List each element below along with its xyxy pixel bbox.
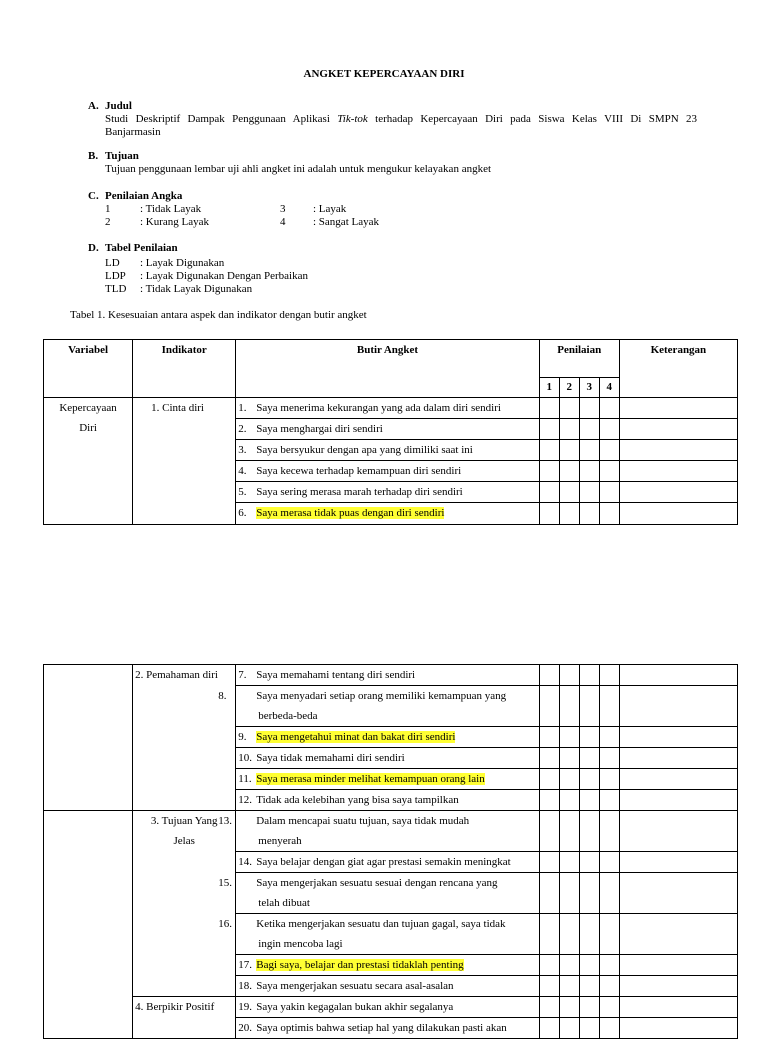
item-text: berbeda-beda <box>258 710 318 722</box>
item-number: 12. <box>238 794 253 806</box>
legend-code: LDP <box>105 270 126 282</box>
item-number: 16. <box>218 918 233 930</box>
item-text: Dalam mencapai suatu tujuan, saya tidak mudah <box>256 815 470 827</box>
item-text: menyerah <box>258 835 302 847</box>
keterangan-cell[interactable] <box>619 419 737 440</box>
score-cell[interactable] <box>539 398 559 419</box>
item-text: Saya memahami tentang diri sendiri <box>256 669 416 681</box>
score-cell[interactable] <box>559 955 579 976</box>
legend-label: : Tidak Layak Digunakan <box>140 283 253 295</box>
header-indikator: Indikator <box>133 340 236 398</box>
score-number: 2 <box>105 216 111 228</box>
butir-cell <box>236 955 539 976</box>
section-c-letter: C. <box>88 190 99 202</box>
keterangan-cell[interactable] <box>619 873 737 914</box>
keterangan-cell[interactable] <box>619 461 737 482</box>
assessment-table-1 <box>43 339 738 525</box>
item-text: Saya menerima kekurangan yang ada dalam diri sendiri <box>256 402 501 414</box>
butir-cell <box>236 419 539 440</box>
keterangan-cell[interactable] <box>619 811 737 852</box>
item-number: 5. <box>238 486 247 498</box>
item-text: Saya menghargai diri sendiri <box>256 423 383 435</box>
butir-cell <box>236 748 539 769</box>
score-cell[interactable] <box>579 686 599 727</box>
item-text: Saya tidak memahami diri sendiri <box>256 752 405 764</box>
score-cell[interactable] <box>599 790 619 811</box>
header-score-3: 3 <box>579 378 599 398</box>
keterangan-cell[interactable] <box>619 997 737 1018</box>
score-cell[interactable] <box>579 1018 599 1039</box>
score-cell[interactable] <box>539 503 559 525</box>
item-number: 8. <box>218 690 227 702</box>
score-cell[interactable] <box>559 852 579 873</box>
score-cell[interactable] <box>559 769 579 790</box>
score-label: : Kurang Layak <box>140 216 210 228</box>
score-cell[interactable] <box>539 955 559 976</box>
score-cell[interactable] <box>579 955 599 976</box>
score-cell[interactable] <box>599 398 619 419</box>
header-keterangan: Keterangan <box>619 340 737 398</box>
item-text-highlighted: Saya mengetahui minat dan bakat diri sendiri <box>256 731 456 743</box>
score-cell[interactable] <box>559 873 579 914</box>
item-text: Saya optimis bahwa setiap hal yang dilakukan pasti akan <box>256 1022 507 1034</box>
score-cell[interactable] <box>539 461 559 482</box>
score-cell[interactable] <box>559 790 579 811</box>
score-cell[interactable] <box>599 419 619 440</box>
score-label: : Sangat Layak <box>313 216 379 228</box>
item-number: 11. <box>238 773 252 785</box>
keterangan-cell[interactable] <box>619 398 737 419</box>
score-cell[interactable] <box>579 482 599 503</box>
score-cell[interactable] <box>599 727 619 748</box>
keterangan-cell[interactable] <box>619 955 737 976</box>
score-cell[interactable] <box>599 1018 619 1039</box>
butir-cell <box>218 914 539 955</box>
item-number: 17. <box>238 959 253 971</box>
score-cell[interactable] <box>559 686 579 727</box>
item-number: 13. <box>218 815 233 827</box>
section-d-heading: Tabel Penilaian <box>105 242 178 254</box>
score-cell[interactable] <box>559 461 579 482</box>
butir-cell <box>218 686 539 727</box>
table-row <box>44 398 738 419</box>
butir-cell <box>236 790 539 811</box>
legend-label: : Layak Digunakan <box>140 257 225 269</box>
butir-cell <box>236 440 539 461</box>
score-cell[interactable] <box>539 873 559 914</box>
item-text: Saya bersyukur dengan apa yang dimiliki saat ini <box>256 444 473 456</box>
butir-cell <box>236 727 539 748</box>
section-a-letter: A. <box>88 100 99 112</box>
score-cell[interactable] <box>539 976 559 997</box>
header-variabel: Variabel <box>44 340 133 398</box>
score-cell[interactable] <box>599 997 619 1018</box>
score-cell[interactable] <box>579 811 599 852</box>
keterangan-cell[interactable] <box>619 665 737 686</box>
item-number: 9. <box>238 731 247 743</box>
score-cell[interactable] <box>579 461 599 482</box>
score-cell[interactable] <box>539 419 559 440</box>
item-text: Tidak ada kelebihan yang bisa saya tampilkan <box>256 794 459 806</box>
indikator-cell: 4. Berpikir Positif <box>133 997 236 1039</box>
keterangan-cell[interactable] <box>619 790 737 811</box>
score-cell[interactable] <box>539 727 559 748</box>
score-cell[interactable] <box>599 748 619 769</box>
keterangan-cell[interactable] <box>619 482 737 503</box>
score-cell[interactable] <box>539 482 559 503</box>
item-number: 20. <box>238 1022 253 1034</box>
score-cell[interactable] <box>559 665 579 686</box>
score-cell[interactable] <box>599 440 619 461</box>
table-row <box>44 997 738 1018</box>
score-cell[interactable] <box>579 852 599 873</box>
keterangan-cell[interactable] <box>619 769 737 790</box>
item-number: 15. <box>218 877 233 889</box>
score-cell[interactable] <box>559 997 579 1018</box>
score-number: 3 <box>280 203 286 215</box>
legend-code: LD <box>105 257 120 269</box>
score-cell[interactable] <box>599 503 619 525</box>
score-cell[interactable] <box>599 461 619 482</box>
butir-cell <box>236 769 539 790</box>
table-caption: Tabel 1. Kesesuaian antara aspek dan indikator dengan butir angket <box>70 309 367 321</box>
legend-code: TLD <box>105 283 127 295</box>
item-text: Saya yakin kegagalan bukan akhir segalanya <box>256 1001 454 1013</box>
score-cell[interactable] <box>579 727 599 748</box>
section-a-text-part: terhadap Kepercayaan Diri pada Siswa Kelas VIII Di SMPN 23 <box>367 113 698 125</box>
item-text: Ketika mengerjakan sesuatu dan tujuan gagal, saya tidak <box>256 918 506 930</box>
score-cell[interactable] <box>579 914 599 955</box>
score-cell[interactable] <box>579 440 599 461</box>
score-cell[interactable] <box>579 419 599 440</box>
score-cell[interactable] <box>539 748 559 769</box>
score-cell[interactable] <box>599 811 619 852</box>
score-cell[interactable] <box>599 976 619 997</box>
variabel-cell <box>44 811 133 1039</box>
item-text: telah dibuat <box>258 897 310 909</box>
item-number: 7. <box>238 669 247 681</box>
keterangan-cell[interactable] <box>619 976 737 997</box>
score-cell[interactable] <box>559 503 579 525</box>
score-cell[interactable] <box>579 503 599 525</box>
butir-cell <box>236 398 539 419</box>
score-cell[interactable] <box>579 665 599 686</box>
score-cell[interactable] <box>579 398 599 419</box>
score-cell[interactable] <box>599 769 619 790</box>
assessment-table-2 <box>43 664 738 1039</box>
score-cell[interactable] <box>559 419 579 440</box>
indikator-cell: 2. Pemahaman diri <box>133 665 236 811</box>
score-cell[interactable] <box>559 440 579 461</box>
item-number: 14. <box>238 856 253 868</box>
item-text: Saya belajar dengan giat agar prestasi semakin meningkat <box>256 856 511 868</box>
item-number: 19. <box>238 1001 253 1013</box>
variabel-cell <box>44 665 133 811</box>
score-cell[interactable] <box>599 914 619 955</box>
score-cell[interactable] <box>559 727 579 748</box>
score-cell[interactable] <box>539 811 559 852</box>
score-cell[interactable] <box>559 482 579 503</box>
score-cell[interactable] <box>539 790 559 811</box>
item-number: 2. <box>238 423 247 435</box>
score-cell[interactable] <box>579 976 599 997</box>
legend-label: : Layak Digunakan Dengan Perbaikan <box>140 270 308 282</box>
keterangan-cell[interactable] <box>619 748 737 769</box>
butir-cell <box>236 665 539 686</box>
score-cell[interactable] <box>539 440 559 461</box>
section-b-text: Tujuan penggunaan lembar uji ahli angket ini adalah untuk mengukur kelayakan angket <box>105 163 492 175</box>
item-text: Saya mengerjakan sesuatu secara asal-asalan <box>256 980 454 992</box>
item-number: 4. <box>238 465 247 477</box>
indikator-cell <box>133 811 236 997</box>
section-a-text-part: Studi Deskriptif Dampak Penggunaan Aplikasi <box>105 113 338 125</box>
indikator-cell: 1. Cinta diri <box>133 398 236 525</box>
section-b-letter: B. <box>88 150 99 162</box>
section-a-text <box>105 113 697 126</box>
header-score-1: 1 <box>539 378 559 398</box>
keterangan-cell[interactable] <box>619 727 737 748</box>
score-label: : Tidak Layak <box>140 203 202 215</box>
score-cell[interactable] <box>599 482 619 503</box>
butir-cell <box>236 997 539 1018</box>
item-text-highlighted: Saya merasa minder melihat kemampuan orang lain <box>256 773 485 785</box>
score-cell[interactable] <box>539 852 559 873</box>
score-cell[interactable] <box>559 914 579 955</box>
item-text-highlighted: Saya merasa tidak puas dengan diri sendiri <box>256 507 445 519</box>
score-cell[interactable] <box>539 769 559 790</box>
header-penilaian: Penilaian <box>539 340 619 378</box>
score-cell[interactable] <box>539 686 559 727</box>
score-cell[interactable] <box>559 1018 579 1039</box>
item-number: 6. <box>238 507 247 519</box>
score-cell[interactable] <box>559 811 579 852</box>
score-cell[interactable] <box>539 997 559 1018</box>
item-text: ingin mencoba lagi <box>258 938 343 950</box>
butir-cell <box>218 873 539 914</box>
keterangan-cell[interactable] <box>619 440 737 461</box>
table-row <box>44 665 738 686</box>
item-number: 1. <box>238 402 247 414</box>
indikator-text: Jelas <box>173 835 195 847</box>
butir-cell <box>236 852 539 873</box>
score-cell[interactable] <box>559 976 579 997</box>
item-text: Saya kecewa terhadap kemampuan diri sendiri <box>256 465 462 477</box>
header-score-2: 2 <box>559 378 579 398</box>
section-a-text-line2: Banjarmasin <box>105 126 161 138</box>
section-c-heading: Penilaian Angka <box>105 190 183 202</box>
score-cell[interactable] <box>599 686 619 727</box>
variabel-text: Kepercayaan <box>59 402 117 414</box>
header-score-4: 4 <box>599 378 619 398</box>
item-text-highlighted: Bagi saya, belajar dan prestasi tidaklah penting <box>256 959 464 971</box>
item-number: 10. <box>238 752 253 764</box>
item-number: 18. <box>238 980 253 992</box>
score-cell[interactable] <box>579 997 599 1018</box>
item-text: Saya mengerjakan sesuatu sesuai dengan rencana yang <box>256 877 498 889</box>
score-number: 4 <box>280 216 286 228</box>
section-a-heading: Judul <box>105 100 132 112</box>
butir-cell <box>236 976 539 997</box>
app-name: Tik-tok <box>337 113 368 125</box>
score-number: 1 <box>105 203 111 215</box>
variabel-text: Diri <box>79 422 97 434</box>
score-cell[interactable] <box>539 1018 559 1039</box>
butir-cell <box>218 811 539 852</box>
score-cell[interactable] <box>579 769 599 790</box>
table-row <box>44 811 738 852</box>
document-title: ANGKET KEPERCAYAAN DIRI <box>303 68 465 80</box>
score-cell[interactable] <box>579 790 599 811</box>
butir-cell <box>236 482 539 503</box>
butir-cell <box>236 461 539 482</box>
butir-cell <box>236 1018 539 1039</box>
section-b-heading: Tujuan <box>105 150 139 162</box>
score-cell[interactable] <box>579 748 599 769</box>
section-d-letter: D. <box>88 242 99 254</box>
score-cell[interactable] <box>539 665 559 686</box>
keterangan-cell[interactable] <box>619 686 737 727</box>
score-cell[interactable] <box>559 748 579 769</box>
header-butir: Butir Angket <box>236 340 539 398</box>
indikator-text: 3. Tujuan Yang <box>150 815 218 827</box>
score-cell[interactable] <box>579 873 599 914</box>
score-cell[interactable] <box>599 665 619 686</box>
keterangan-cell[interactable] <box>619 503 737 525</box>
butir-cell <box>236 503 539 525</box>
item-text: Saya sering merasa marah terhadap diri sendiri <box>256 486 463 498</box>
variabel-cell <box>44 398 133 525</box>
score-cell[interactable] <box>599 873 619 914</box>
score-cell[interactable] <box>559 398 579 419</box>
item-number: 3. <box>238 444 247 456</box>
score-cell[interactable] <box>599 955 619 976</box>
item-text: Saya menyadari setiap orang memiliki kemampuan yang <box>256 690 507 702</box>
score-label: : Layak <box>313 203 347 215</box>
keterangan-cell[interactable] <box>619 852 737 873</box>
keterangan-cell[interactable] <box>619 1018 737 1039</box>
keterangan-cell[interactable] <box>619 914 737 955</box>
score-cell[interactable] <box>599 852 619 873</box>
score-cell[interactable] <box>539 914 559 955</box>
